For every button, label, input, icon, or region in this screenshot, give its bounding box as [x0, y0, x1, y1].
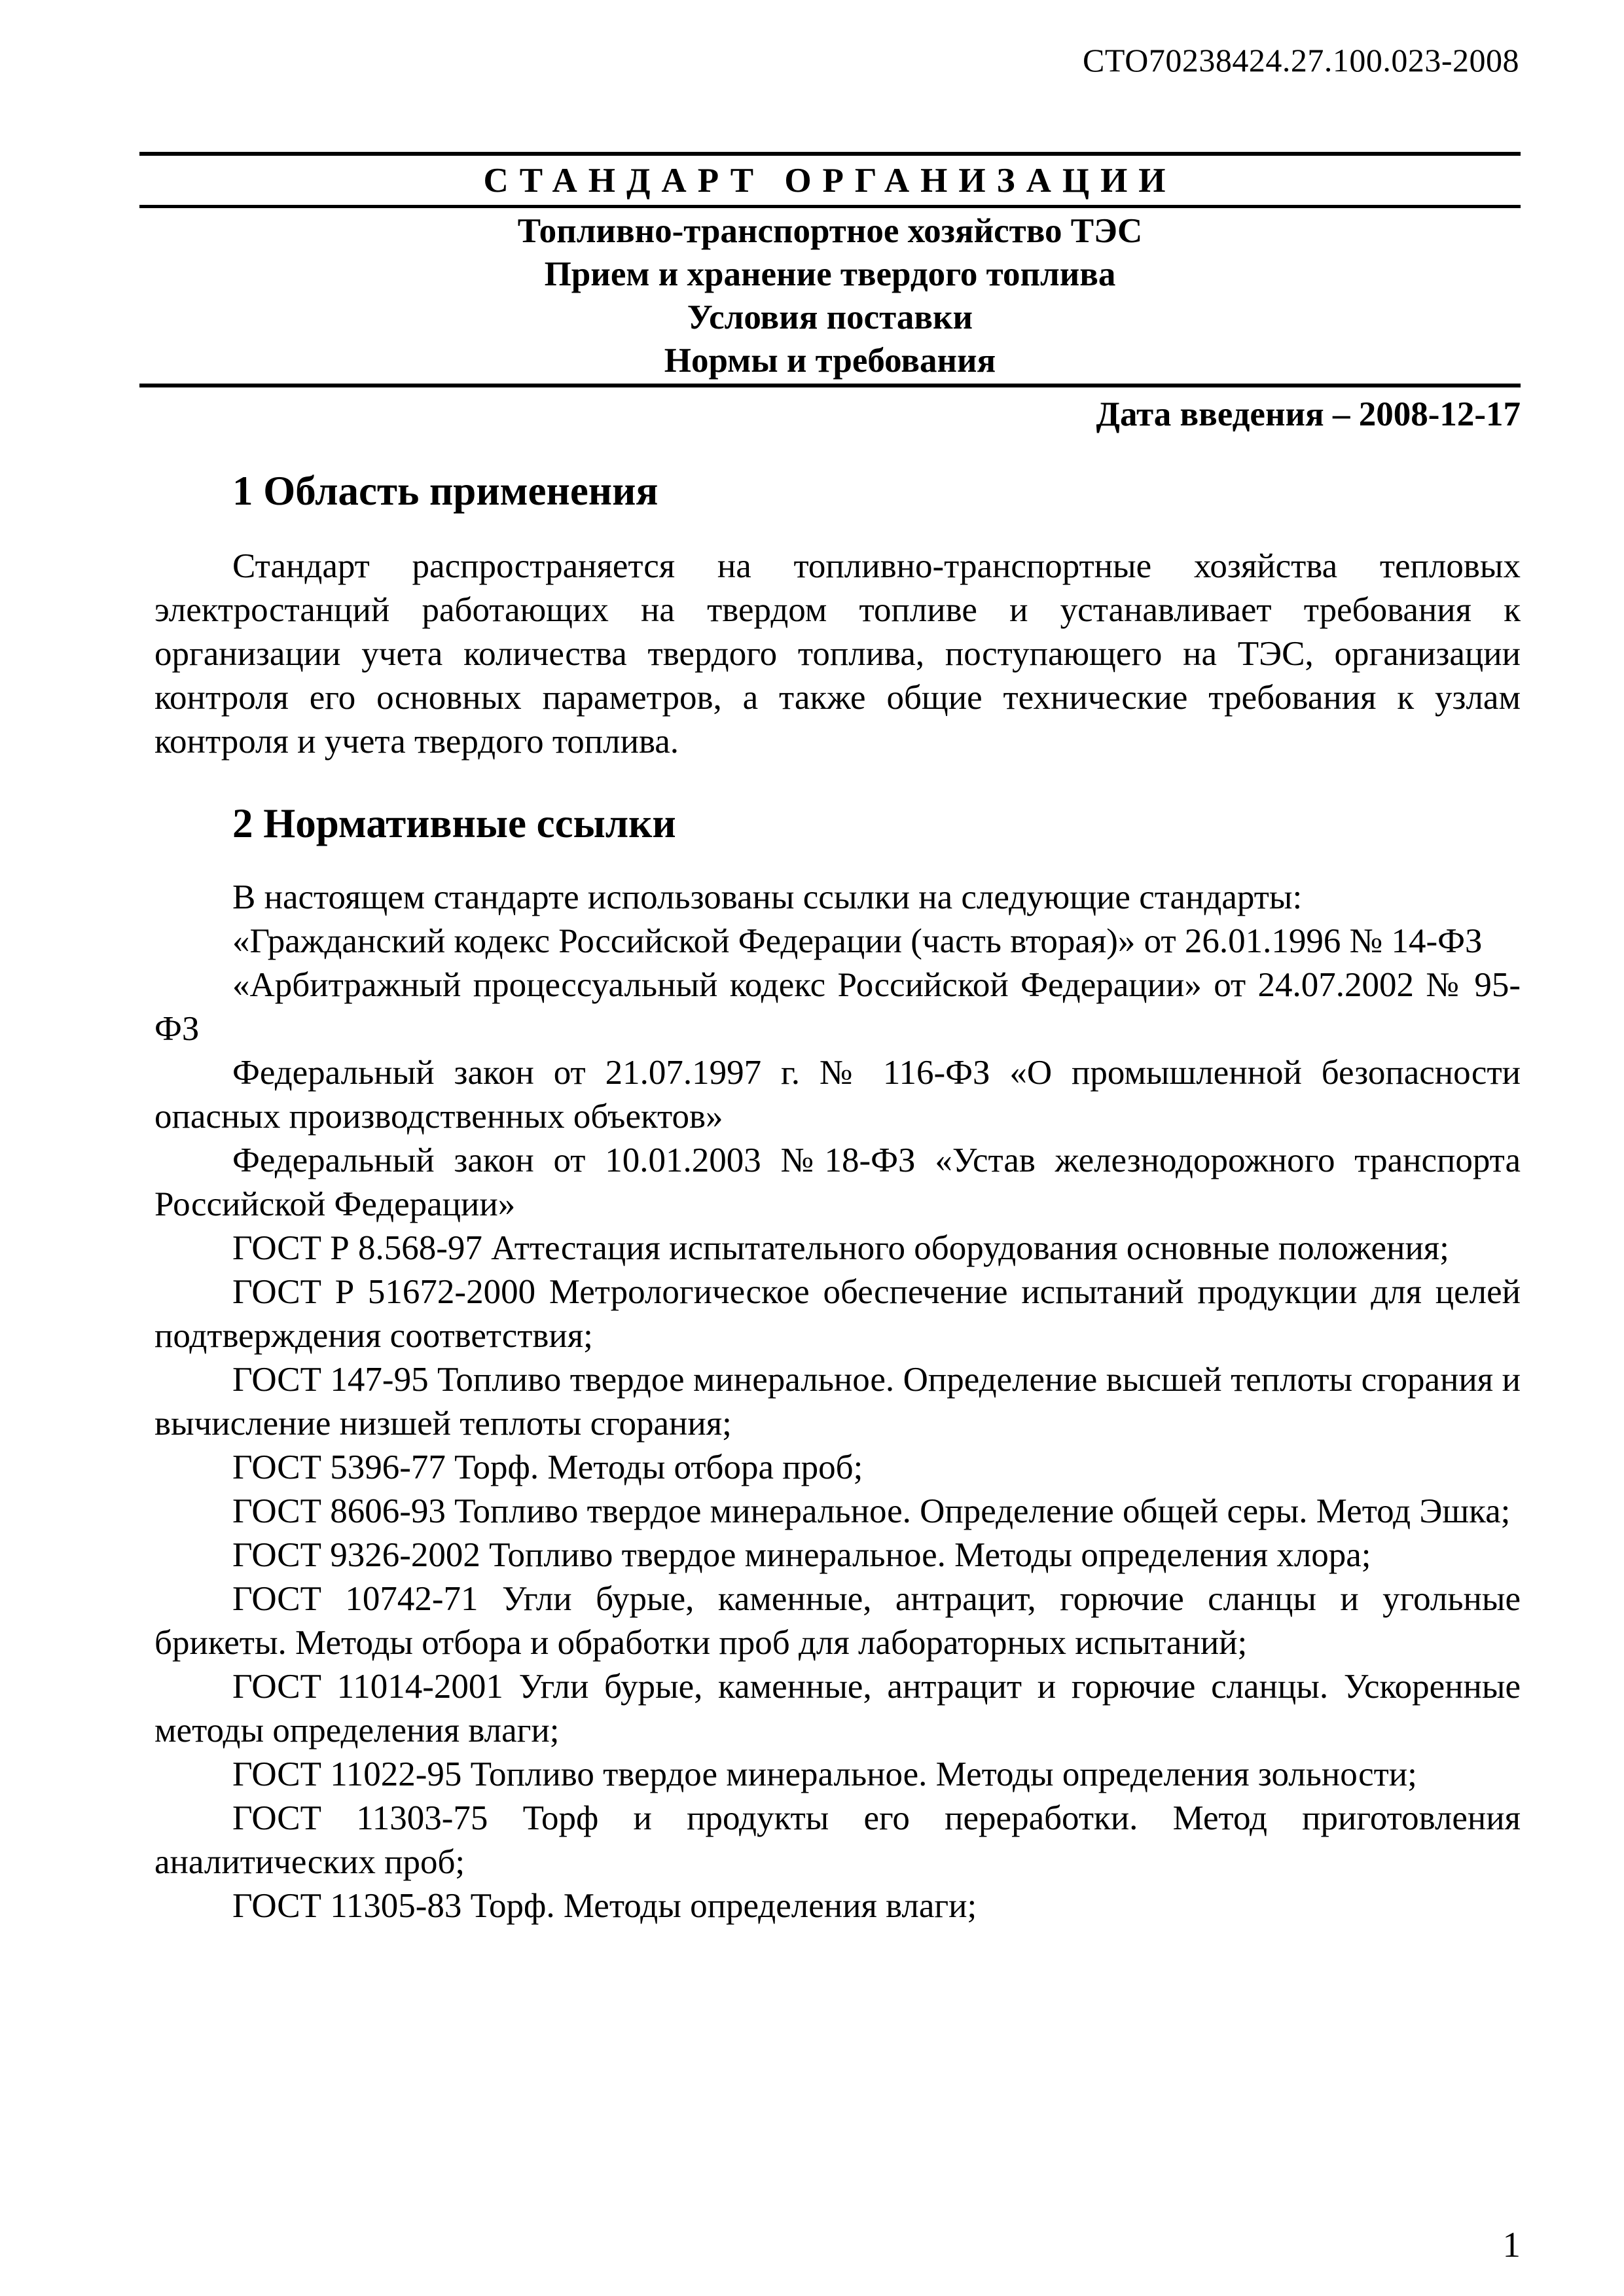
reference-item: Федеральный закон от 21.07.1997 г. № 116-ФЗ «О промышленной безопасности опасных производственных объектов»	[154, 1054, 1521, 1136]
reference-item: ГОСТ 11303-75 Торф и продукты его переработки. Метод приготовления аналитических проб;	[154, 1799, 1521, 1881]
title-line: Топливно-транспортное хозяйство ТЭС	[517, 212, 1143, 250]
reference-item: ГОСТ 11014-2001 Угли бурые, каменные, антрацит и горючие сланцы. Ускоренные методы определения влаги;	[154, 1668, 1521, 1749]
reference-item: ГОСТ 11305-83 Торф. Методы определения влаги;	[232, 1887, 977, 1925]
title-line: Нормы и требования	[664, 342, 996, 380]
header-rule-bottom	[139, 384, 1521, 387]
reference-item: ГОСТ 5396-77 Торф. Методы отбора проб;	[232, 1448, 863, 1486]
reference-item: «Гражданский кодекс Российской Федерации (часть вторая)» от 26.01.1996 № 14-ФЗ	[232, 922, 1483, 960]
title-line: Условия поставки	[687, 298, 973, 336]
reference-item: ГОСТ Р 51672-2000 Метрологическое обеспечение испытаний продукции для целей подтверждения соответствия;	[154, 1273, 1521, 1355]
section-2-heading: 2 Нормативные ссылки	[232, 800, 676, 846]
title-line: Прием и хранение твердого топлива	[544, 255, 1116, 293]
references-intro: В настоящем стандарте использованы ссылки на следующие стандарты:	[232, 878, 1303, 916]
reference-item: ГОСТ 8606-93 Топливо твердое минеральное. Определение общей серы. Метод Эшка;	[232, 1492, 1511, 1530]
reference-item: ГОСТ 11022-95 Топливо твердое минеральное. Методы определения зольности;	[232, 1755, 1417, 1793]
document-title-block	[139, 209, 1521, 382]
section-1-paragraph: Стандарт распространяется на топливно-транспортные хозяйства тепловых электростанций работающих на твердом топливе и устанавливает требования к организации учета количества твердого топлива, поступающего на ТЭС, организации контроля его основных параметров, а также общие технические требования к узлам контроля и учета твердого топлива.	[154, 547, 1521, 761]
header-rule-middle	[139, 205, 1521, 208]
page-number: 1	[1502, 2225, 1521, 2265]
reference-item: «Арбитражный процессуальный кодекс Российской Федерации» от 24.07.2002 № 95-ФЗ	[154, 966, 1521, 1048]
reference-item: ГОСТ Р 8.568-97 Аттестация испытательного оборудования основные положения;	[232, 1229, 1449, 1267]
reference-item: ГОСТ 147-95 Топливо твердое минеральное. Определение высшей теплоты сгорания и вычисление низшей теплоты сгорания;	[154, 1361, 1521, 1443]
standard-type-title: СТАНДАРТ ОРГАНИЗАЦИИ	[483, 162, 1177, 200]
header-rule-top	[139, 152, 1521, 156]
reference-item: ГОСТ 10742-71 Угли бурые, каменные, антрацит, горючие сланцы и угольные брикеты. Методы отбора и обработки проб для лабораторных испытаний;	[154, 1580, 1521, 1662]
document-code: СТО70238424.27.100.023-2008	[1083, 42, 1519, 79]
references-list	[154, 876, 1521, 1928]
reference-item: Федеральный закон от 10.01.2003 №18-ФЗ «Устав железнодорожного транспорта Российской Федерации»	[154, 1141, 1521, 1223]
section-1-body	[154, 545, 1521, 764]
section-1-heading: 1 Область применения	[232, 468, 659, 514]
reference-item: ГОСТ 9326-2002 Топливо твердое минеральное. Методы определения хлора;	[232, 1536, 1371, 1574]
introduction-date: Дата введения – 2008-12-17	[1096, 395, 1521, 433]
